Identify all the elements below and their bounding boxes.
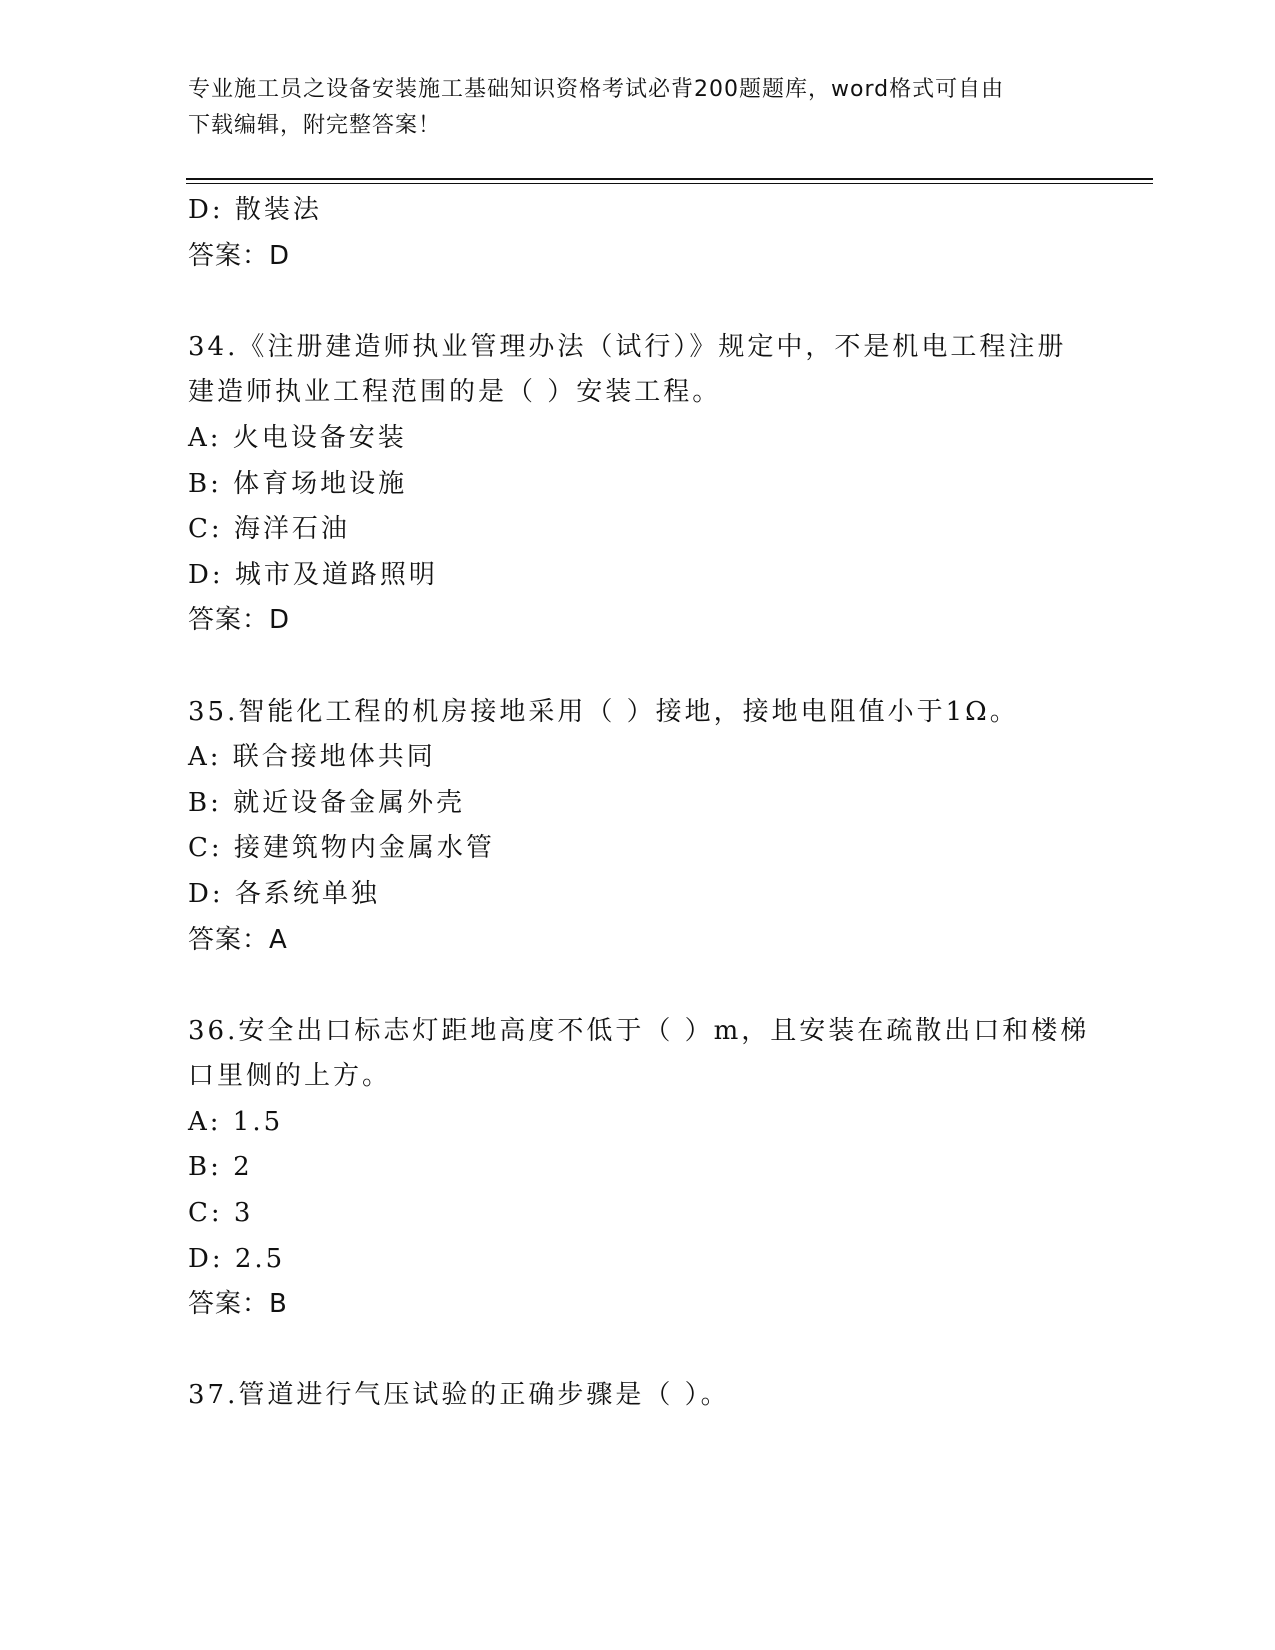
question-37 — [188, 1373, 1088, 1419]
question-stem: 建造师执业工程范围的是（ ）安装工程。 — [188, 377, 722, 408]
question-stem: 34.《注册建造师执业管理办法（试行）》规定中，不是机电工程注册 — [188, 331, 1067, 362]
answer-label: 答案：D — [188, 605, 291, 636]
prev-option-d: D: 散装法 — [188, 195, 322, 225]
header-line-1: 专业施工员之设备安装施工基础知识资格考试必背200题题库，word格式可自由 — [188, 77, 1005, 102]
question-34 — [188, 325, 1088, 644]
option-c: C: 海洋石油 — [188, 514, 350, 545]
question-stem: 35.智能化工程的机房接地采用（ ）接地，接地电阻值小于1Ω。 — [188, 696, 1019, 727]
header-line-2: 下载编辑，附完整答案！ — [188, 113, 442, 138]
option-c: C: 接建筑物内金属水管 — [188, 833, 495, 864]
option-d: D: 各系统单独 — [188, 878, 380, 909]
header-divider-thin — [186, 183, 1153, 184]
spacer — [188, 644, 1088, 690]
document-header — [188, 72, 1068, 144]
option-a: A: 联合接地体共同 — [188, 742, 436, 773]
option-a: A: 火电设备安装 — [188, 422, 407, 453]
option-b: B: 2 — [188, 1152, 253, 1183]
spacer — [188, 279, 1088, 325]
question-stem: 口里侧的上方。 — [188, 1061, 392, 1092]
option-d: D: 城市及道路照明 — [188, 559, 438, 590]
answer-label: 答案：A — [188, 924, 288, 955]
question-content — [188, 188, 1088, 1419]
option-d: D: 2.5 — [188, 1243, 286, 1274]
option-c: C: 3 — [188, 1198, 254, 1229]
answer-label: 答案：B — [188, 1289, 288, 1320]
spacer — [188, 1328, 1088, 1374]
question-stem: 36.安全出口标志灯距地高度不低于（ ）m，且安装在疏散出口和楼梯 — [188, 1015, 1090, 1046]
header-divider-thick — [186, 178, 1153, 180]
spacer — [188, 963, 1088, 1009]
option-b: B: 体育场地设施 — [188, 468, 408, 499]
question-stem: 37.管道进行气压试验的正确步骤是（ ）。 — [188, 1380, 730, 1411]
question-36 — [188, 1009, 1088, 1328]
question-35 — [188, 690, 1088, 964]
option-b: B: 就近设备金属外壳 — [188, 787, 466, 818]
prev-answer: 答案：D — [188, 240, 291, 271]
option-a: A: 1.5 — [188, 1106, 284, 1137]
